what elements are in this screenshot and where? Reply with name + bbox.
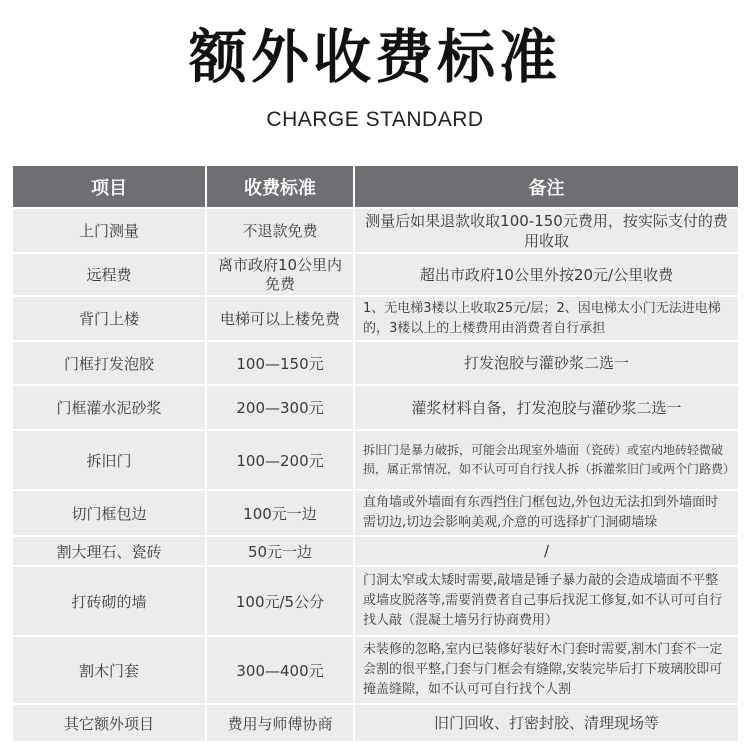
row-fee: 100元/5公分 [206,566,354,636]
header-item: 项目 [12,165,206,208]
row-fee: 100—200元 [206,430,354,490]
row-fee: 电梯可以上楼免费 [206,296,354,341]
table-row [12,296,739,341]
row-item: 远程费 [12,253,206,296]
row-fee: 200—300元 [206,385,354,430]
table-row [12,536,739,566]
page-title: 额外收费标准 [188,23,561,91]
row-fee: 离市政府10公里内免费 [206,253,354,296]
row-fee: 费用与师傅协商 [206,704,354,742]
table-row [12,636,739,704]
row-item: 割木门套 [12,636,206,704]
page-subtitle: CHARGE STANDARD [266,108,484,131]
row-fee: 50元一边 [206,536,354,566]
table-row [12,385,739,430]
table-row [12,430,739,490]
row-item: 其它额外项目 [12,704,206,742]
row-note: 灌浆材料自备，打发泡胶与灌砂浆二选一 [354,385,739,430]
row-note: 门洞太窄或太矮时需要,敲墙是锤子暴力敲的会造成墙面不平整或墙皮脱落等,需要消费者自己事后找泥工修复,如不认可可自行找人敲（混凝土墙另行协商费用） [354,566,739,636]
header-note: 备注 [354,165,739,208]
row-item: 切门框包边 [12,490,206,536]
row-note: 直角墙或外墙面有东西挡住门框包边,外包边无法扣到外墙面时需切边,切边会影响美观,介意的可选择扩门洞砌墙垛 [354,490,739,536]
row-note: 拆旧门是暴力破拆，可能会出现室外墙面（瓷砖）或室内地砖轻微破损，属正常情况，如不认可可自行找人拆（拆灌浆旧门或两个门路费） [354,430,739,490]
row-item: 拆旧门 [12,430,206,490]
header-fee: 收费标准 [206,165,354,208]
table-row [12,490,739,536]
row-item: 门框打发泡胶 [12,341,206,385]
row-item: 上门测量 [12,208,206,253]
table-row [12,253,739,296]
row-fee: 300—400元 [206,636,354,704]
row-fee: 不退款免费 [206,208,354,253]
row-item: 门框灌水泥砂浆 [12,385,206,430]
row-item: 背门上楼 [12,296,206,341]
row-note: 超出市政府10公里外按20元/公里收费 [354,253,739,296]
row-fee: 100—150元 [206,341,354,385]
row-item: 割大理石、瓷砖 [12,536,206,566]
fee-table [11,164,740,743]
row-note: 测量后如果退款收取100-150元费用，按实际支付的费用收取 [354,208,739,253]
row-note: 旧门回收、打密封胶、清理现场等 [354,704,739,742]
row-item: 打砖砌的墙 [12,566,206,636]
table-row [12,566,739,636]
row-note: / [354,536,739,566]
table-row [12,341,739,385]
row-fee: 100元一边 [206,490,354,536]
table-header-row [12,165,739,208]
row-note: 1、无电梯3楼以上收取25元/层；2、因电梯太小门无法进电梯的，3楼以上的上楼费用由消费者自行承担 [354,296,739,341]
row-note: 打发泡胶与灌砂浆二选一 [354,341,739,385]
table-row [12,208,739,253]
row-note: 未装修的忽略,室内已装修好装好木门套时需要,割木门套不一定会割的很平整,门套与门框会有缝隙,安装完毕后打下玻璃胶即可掩盖缝隙，如不认可可自行找个人割 [354,636,739,704]
table-row [12,704,739,742]
